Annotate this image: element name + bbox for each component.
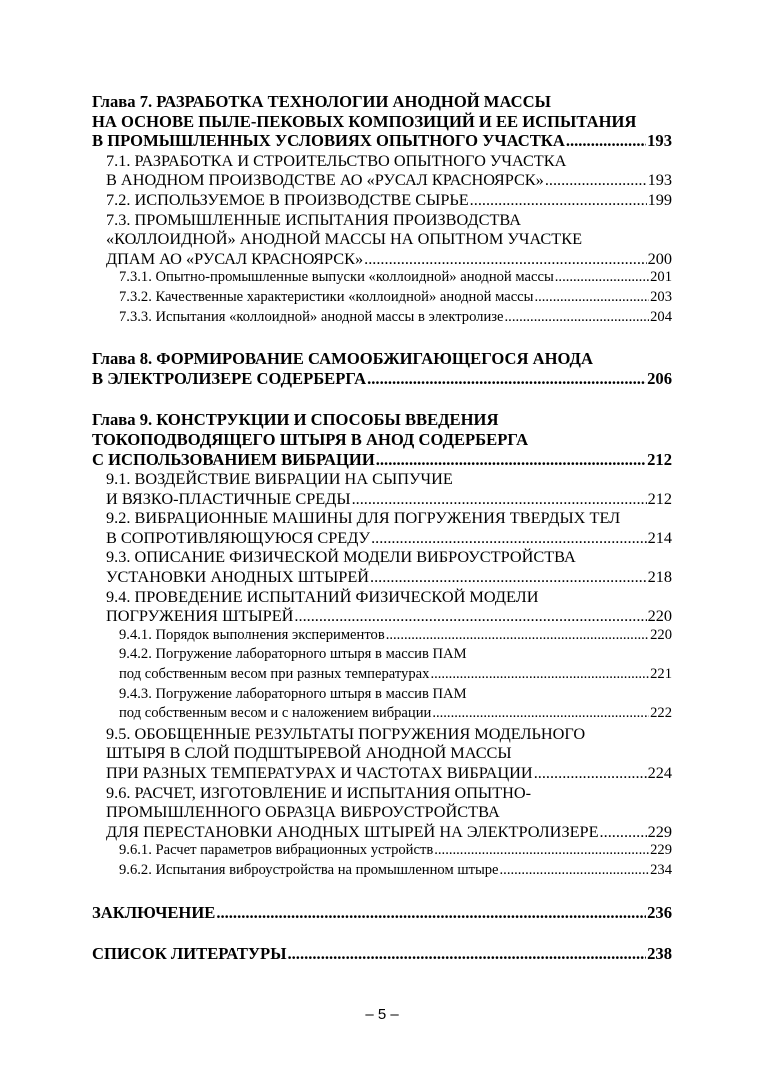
toc-line bbox=[119, 308, 672, 328]
toc-page-number: 220 bbox=[647, 606, 672, 626]
toc-page-number: 212 bbox=[647, 449, 672, 469]
toc-entry bbox=[119, 685, 672, 724]
toc-line bbox=[106, 587, 672, 607]
toc-line bbox=[106, 743, 672, 763]
toc-entry-text: под собственным весом и с наложением вибрации bbox=[119, 705, 432, 722]
toc-entry bbox=[119, 268, 672, 288]
toc-page-number: 220 bbox=[650, 626, 672, 643]
toc-entry-text: 9.6. РАСЧЕТ, ИЗГОТОВЛЕНИЕ И ИСПЫТАНИЯ ОПЫТНО- bbox=[106, 782, 532, 802]
toc-entry bbox=[92, 410, 672, 469]
toc-line bbox=[119, 645, 672, 665]
toc-page-number: 234 bbox=[650, 861, 672, 878]
toc-entry-text: ПРОМЫШЛЕННОГО ОБРАЗЦА ВИБРОУСТРОЙСТВА bbox=[106, 802, 500, 822]
toc-line bbox=[106, 724, 672, 744]
toc-entry-text: 9.1. ВОЗДЕЙСТВИЕ ВИБРАЦИИ НА СЫПУЧИЕ bbox=[106, 469, 453, 489]
dot-leader bbox=[534, 288, 649, 308]
dot-leader bbox=[364, 249, 646, 269]
dot-leader bbox=[288, 944, 647, 964]
toc-line bbox=[106, 763, 672, 783]
toc-entry-text: 9.3. ОПИСАНИЕ ФИЗИЧЕСКОЙ МОДЕЛИ ВИБРОУСТРОЙСТВА bbox=[106, 547, 576, 567]
toc-page-number: 214 bbox=[647, 527, 672, 547]
toc-entry-text: В СОПРОТИВЛЯЮЩУЮСЯ СРЕДУ bbox=[106, 527, 371, 547]
toc-entry-text: под собственным весом при разных температурах bbox=[119, 666, 430, 683]
toc-entry-text: УСТАНОВКИ АНОДНЫХ ШТЫРЕЙ bbox=[106, 567, 370, 587]
toc-page-number: 193 bbox=[647, 170, 672, 190]
toc-entry-text: СПИСОК ЛИТЕРАТУРЫ bbox=[92, 944, 287, 964]
toc-entry-text: И ВЯЗКО-ПЛАСТИЧНЫЕ СРЕДЫ bbox=[106, 488, 351, 508]
toc-entry bbox=[119, 626, 672, 646]
toc-line bbox=[119, 861, 672, 881]
toc-entry-text: 7.3. ПРОМЫШЛЕННЫЕ ИСПЫТАНИЯ ПРОИЗВОДСТВА bbox=[106, 209, 521, 229]
dot-leader bbox=[500, 861, 650, 881]
toc-line bbox=[106, 547, 672, 567]
toc-line bbox=[92, 349, 672, 369]
toc-entry-text: Глава 9. КОНСТРУКЦИИ И СПОСОБЫ ВВЕДЕНИЯ bbox=[92, 410, 499, 430]
toc-line bbox=[119, 626, 672, 646]
toc-entry bbox=[92, 92, 672, 151]
toc-entry-text: С ИСПОЛЬЗОВАНИЕМ ВИБРАЦИИ bbox=[92, 449, 375, 469]
table-of-contents bbox=[92, 92, 672, 964]
toc-page-number: 238 bbox=[647, 944, 672, 964]
toc-line bbox=[92, 92, 672, 112]
toc-line bbox=[92, 410, 672, 430]
toc-entry-text: ДПАМ АО «РУСАЛ КРАСНОЯРСК» bbox=[106, 248, 364, 268]
toc-line bbox=[106, 508, 672, 528]
dot-leader bbox=[386, 626, 649, 646]
toc-entry bbox=[119, 288, 672, 308]
toc-entry-text: 7.3.3. Испытания «коллоидной» анодной массы в электролизе bbox=[119, 308, 504, 325]
toc-entry-text: ДЛЯ ПЕРЕСТАНОВКИ АНОДНЫХ ШТЫРЕЙ НА ЭЛЕКТРОЛИЗЕРЕ bbox=[106, 821, 599, 841]
toc-entry bbox=[119, 841, 672, 861]
toc-page-number: 199 bbox=[647, 189, 672, 209]
toc-entry-text: 9.4. ПРОВЕДЕНИЕ ИСПЫТАНИЙ ФИЗИЧЕСКОЙ МОДЕЛИ bbox=[106, 586, 539, 606]
toc-entry-text: В ЭЛЕКТРОЛИЗЕРЕ СОДЕРБЕРГА bbox=[92, 368, 367, 388]
toc-line bbox=[106, 606, 672, 626]
toc-line bbox=[106, 469, 672, 489]
toc-page-number: 222 bbox=[650, 705, 672, 722]
toc-entry-text: 7.3.1. Опытно-промышленные выпуски «коллоидной» анодной массы bbox=[119, 269, 554, 286]
toc-line bbox=[119, 704, 672, 724]
toc-entry-text: ШТЫРЯ В СЛОЙ ПОДШТЫРЕВОЙ АНОДНОЙ МАССЫ bbox=[106, 743, 512, 763]
dot-leader bbox=[294, 606, 646, 626]
toc-entry-text: В ПРОМЫШЛЕННЫХ УСЛОВИЯХ ОПЫТНОГО УЧАСТКА bbox=[92, 131, 565, 151]
toc-line bbox=[92, 112, 672, 132]
toc-entry bbox=[92, 944, 672, 964]
toc-page-number: 201 bbox=[650, 269, 672, 286]
toc-entry-text: В АНОДНОМ ПРОИЗВОДСТВЕ АО «РУСАЛ КРАСНОЯРСК» bbox=[106, 170, 544, 190]
toc-line bbox=[92, 944, 672, 964]
dot-leader bbox=[376, 450, 646, 470]
dot-leader bbox=[600, 822, 647, 842]
dot-leader bbox=[367, 369, 646, 389]
toc-entry-text: 9.4.2. Погружение лабораторного штыря в массив ПАМ bbox=[119, 646, 467, 663]
toc-line bbox=[106, 170, 672, 190]
toc-line bbox=[119, 841, 672, 861]
toc-entry bbox=[106, 508, 672, 547]
toc-entry bbox=[106, 469, 672, 508]
toc-line bbox=[106, 783, 672, 803]
dot-leader bbox=[566, 131, 646, 151]
toc-entry-text: ПОГРУЖЕНИЯ ШТЫРЕЙ bbox=[106, 606, 294, 626]
dot-leader bbox=[432, 704, 649, 724]
toc-entry-text: 9.6.2. Испытания виброустройства на промышленном штыре bbox=[119, 861, 499, 878]
toc-entry-text: 9.4.3. Погружение лабораторного штыря в массив ПАМ bbox=[119, 685, 467, 702]
toc-entry-text: Глава 7. РАЗРАБОТКА ТЕХНОЛОГИИ АНОДНОЙ МАССЫ bbox=[92, 92, 551, 111]
toc-entry-text: 9.6.1. Расчет параметров вибрационных устройств bbox=[119, 842, 434, 859]
toc-entry bbox=[106, 783, 672, 842]
toc-entry-text: НА ОСНОВЕ ПЫЛЕ-ПЕКОВЫХ КОМПОЗИЦИЙ И ЕЕ ИСПЫТАНИЯ bbox=[92, 111, 637, 131]
toc-entry-text: ПРИ РАЗНЫХ ТЕМПЕРАТУРАХ И ЧАСТОТАХ ВИБРАЦИИ bbox=[106, 763, 533, 782]
toc-entry bbox=[92, 349, 672, 388]
dot-leader bbox=[216, 903, 646, 923]
toc-entry-text: ЗАКЛЮЧЕНИЕ bbox=[92, 902, 216, 922]
toc-entry-text: 7.2. ИСПОЛЬЗУЕМОЕ В ПРОИЗВОДСТВЕ СЫРЬЕ bbox=[106, 189, 469, 209]
toc-entry bbox=[106, 547, 672, 586]
toc-page-number: 193 bbox=[647, 131, 672, 151]
toc-page-number: 236 bbox=[647, 902, 672, 922]
dot-leader bbox=[534, 763, 647, 783]
toc-page-number: 212 bbox=[647, 488, 672, 508]
toc-line bbox=[119, 665, 672, 685]
dot-leader bbox=[352, 489, 647, 509]
dot-leader bbox=[555, 268, 649, 288]
toc-page-number: 204 bbox=[650, 308, 672, 325]
dot-leader bbox=[434, 841, 649, 861]
toc-entry-text: 9.4.1. Порядок выполнения экспериментов bbox=[119, 626, 385, 643]
toc-page-number: 229 bbox=[650, 842, 672, 859]
toc-line bbox=[106, 229, 672, 249]
toc-line bbox=[119, 268, 672, 288]
dot-leader bbox=[430, 665, 649, 685]
dot-leader bbox=[505, 308, 650, 328]
dot-leader bbox=[370, 567, 647, 587]
toc-line bbox=[92, 369, 672, 389]
toc-entry bbox=[106, 210, 672, 269]
toc-entry-text: 7.3.2. Качественные характеристики «коллоидной» анодной массы bbox=[119, 288, 534, 305]
toc-line bbox=[106, 190, 672, 210]
toc-entry bbox=[119, 861, 672, 881]
toc-entry-text: 9.2. ВИБРАЦИОННЫЕ МАШИНЫ ДЛЯ ПОГРУЖЕНИЯ ТВЕРДЫХ ТЕЛ bbox=[106, 508, 621, 528]
toc-line bbox=[106, 528, 672, 548]
toc-page-number: 218 bbox=[647, 567, 672, 587]
toc-entry-text: Глава 8. ФОРМИРОВАНИЕ САМООБЖИГАЮЩЕГОСЯ АНОДА bbox=[92, 349, 593, 369]
toc-entry bbox=[106, 724, 672, 783]
toc-entry bbox=[106, 587, 672, 626]
toc-page-number: 203 bbox=[650, 288, 672, 305]
dot-leader bbox=[470, 190, 647, 210]
toc-entry-text: «КОЛЛОИДНОЙ» АНОДНОЙ МАССЫ НА ОПЫТНОМ УЧАСТКЕ bbox=[106, 229, 583, 249]
toc-line bbox=[119, 288, 672, 308]
dot-leader bbox=[545, 170, 647, 190]
toc-page-number: 200 bbox=[647, 248, 672, 268]
toc-line bbox=[106, 567, 672, 587]
toc-line bbox=[106, 210, 672, 230]
toc-entry-text: 7.1. РАЗРАБОТКА И СТРОИТЕЛЬСТВО ОПЫТНОГО УЧАСТКА bbox=[106, 150, 567, 170]
toc-line bbox=[119, 685, 672, 705]
toc-entry bbox=[92, 903, 672, 923]
toc-line bbox=[106, 802, 672, 822]
toc-entry bbox=[119, 308, 672, 328]
toc-entry bbox=[106, 151, 672, 190]
toc-line bbox=[106, 151, 672, 171]
toc-page-number: 229 bbox=[647, 821, 672, 841]
toc-line bbox=[106, 489, 672, 509]
toc-page-number: 221 bbox=[650, 666, 672, 683]
toc-line bbox=[106, 822, 672, 842]
dot-leader bbox=[371, 528, 647, 548]
page-number: – 5 – bbox=[365, 1006, 399, 1023]
toc-line bbox=[92, 131, 672, 151]
toc-page-number: 206 bbox=[647, 368, 672, 388]
toc-line bbox=[106, 249, 672, 269]
toc-line bbox=[92, 903, 672, 923]
toc-entry bbox=[106, 190, 672, 210]
toc-entry-text: 9.5. ОБОБЩЕННЫЕ РЕЗУЛЬТАТЫ ПОГРУЖЕНИЯ МОДЕЛЬНОГО bbox=[106, 723, 586, 743]
toc-entry bbox=[119, 645, 672, 684]
toc-entry-text: ТОКОПОДВОДЯЩЕГО ШТЫРЯ В АНОД СОДЕРБЕРГА bbox=[92, 429, 529, 449]
toc-page-number: 224 bbox=[647, 763, 672, 782]
toc-line bbox=[92, 450, 672, 470]
toc-line bbox=[92, 430, 672, 450]
